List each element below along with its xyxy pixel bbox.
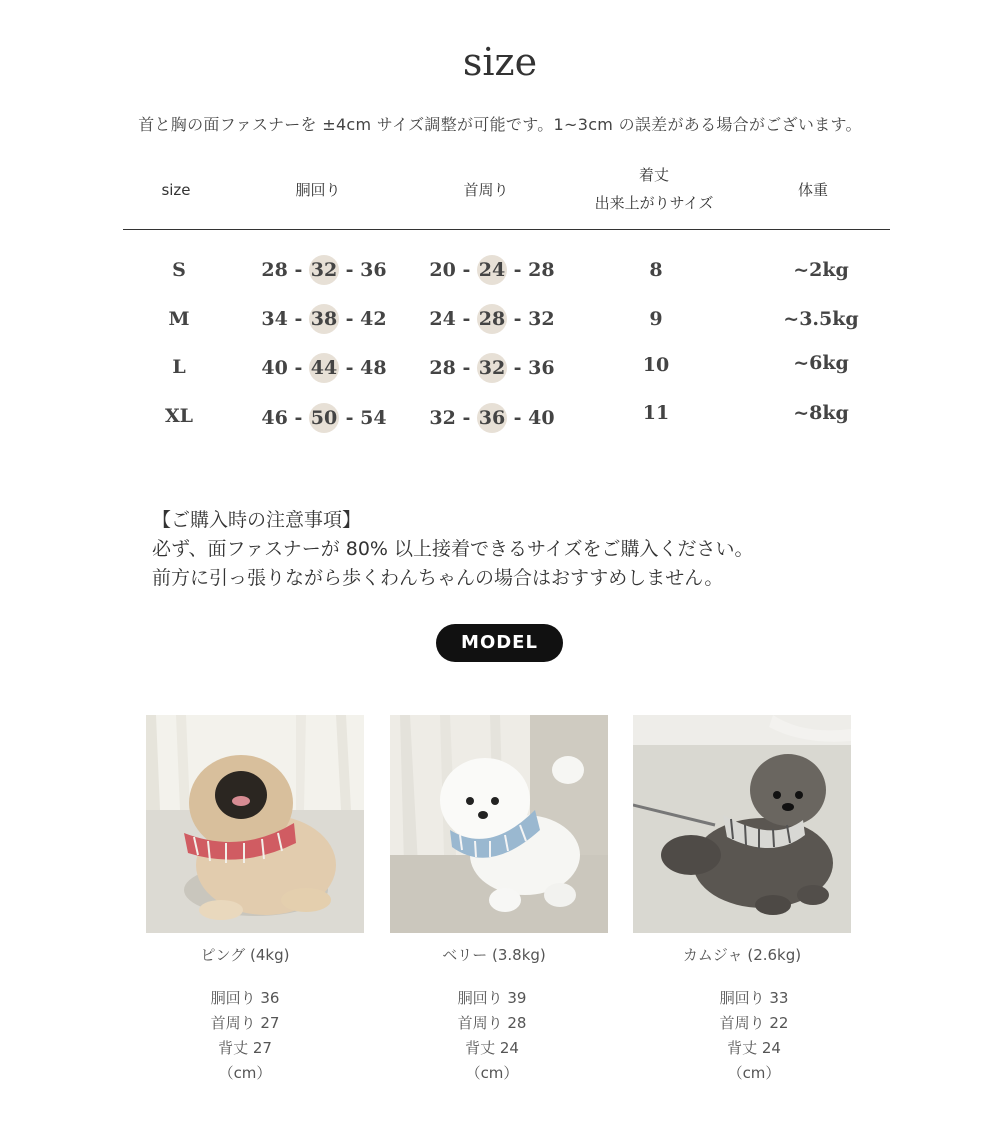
chest-mid-highlight: 32 — [309, 255, 339, 285]
model-section-label: MODEL — [436, 624, 563, 662]
header-length-top: 着丈 — [638, 166, 669, 184]
caution-line-1: 必ず、面ファスナーが 80% 以上接着できるサイズをご購入ください。 — [152, 538, 754, 560]
model-stats-ping — [136, 986, 354, 1086]
page-title: size — [462, 40, 538, 84]
size-cell: M — [168, 308, 190, 330]
chest-cell: 46 - 50 - 54 — [234, 403, 414, 433]
model-unit: （cm） — [218, 1064, 272, 1082]
chest-cell: 40 - 44 - 48 — [234, 353, 414, 383]
size-cell: S — [172, 259, 186, 281]
model-unit: （cm） — [727, 1064, 781, 1082]
header-length — [574, 161, 734, 217]
header-length-bottom: 出来上がりサイズ — [594, 194, 714, 212]
model-stats-berry — [383, 986, 601, 1086]
model-back: 背丈 24 — [465, 1039, 519, 1057]
weight-cell: ~2kg — [793, 259, 849, 281]
caution-heading: 【ご購入時の注意事項】 — [152, 509, 362, 531]
model-photo-kamuja — [633, 715, 851, 933]
length-cell: 11 — [642, 402, 670, 424]
model-back: 背丈 27 — [218, 1039, 272, 1057]
header-size: size — [161, 181, 191, 199]
chest-mid-highlight: 38 — [309, 304, 339, 334]
neck-mid-highlight: 36 — [477, 403, 507, 433]
weight-cell: ~3.5kg — [783, 308, 859, 330]
model-name-kamuja: カムジャ (2.6kg) — [682, 946, 802, 964]
size-cell: L — [172, 356, 186, 378]
neck-cell: 32 - 36 - 40 — [402, 403, 582, 433]
weight-cell: ~6kg — [793, 352, 849, 374]
model-chest: 胴回り 36 — [210, 989, 280, 1007]
neck-cell: 28 - 32 - 36 — [402, 353, 582, 383]
neck-mid-highlight: 24 — [477, 255, 507, 285]
model-chest: 胴回り 39 — [457, 989, 527, 1007]
header-weight: 体重 — [797, 181, 828, 199]
adjustment-note: 首と胸の面ファスナーを ±4cm サイズ調整が可能です。1~3cm の誤差がある場合がございます。 — [138, 115, 862, 134]
neck-cell: 24 - 28 - 32 — [402, 304, 582, 334]
neck-mid-highlight: 32 — [477, 353, 507, 383]
model-photo-berry — [390, 715, 608, 933]
model-chest: 胴回り 33 — [719, 989, 789, 1007]
chest-cell: 28 - 32 - 36 — [234, 255, 414, 285]
header-divider — [123, 229, 890, 230]
chest-mid-highlight: 44 — [309, 353, 339, 383]
neck-cell: 20 - 24 - 28 — [402, 255, 582, 285]
length-cell: 8 — [649, 259, 663, 281]
model-neck: 首周り 28 — [457, 1014, 527, 1032]
chest-mid-highlight: 50 — [309, 403, 339, 433]
header-neck: 首周り — [463, 181, 509, 199]
model-neck: 首周り 22 — [719, 1014, 789, 1032]
header-chest: 胴回り — [295, 181, 341, 199]
model-unit: （cm） — [465, 1064, 519, 1082]
model-neck: 首周り 27 — [210, 1014, 280, 1032]
model-photo-ping — [146, 715, 364, 933]
weight-cell: ~8kg — [793, 402, 849, 424]
model-name-berry: ベリー (3.8kg) — [442, 946, 546, 964]
length-cell: 9 — [649, 308, 663, 330]
model-back: 背丈 24 — [727, 1039, 781, 1057]
chest-cell: 34 - 38 - 42 — [234, 304, 414, 334]
caution-block — [152, 506, 754, 593]
model-name-ping: ピング (4kg) — [200, 946, 290, 964]
neck-mid-highlight: 28 — [477, 304, 507, 334]
caution-line-2: 前方に引っ張りながら歩くわんちゃんの場合はおすすめしません。 — [152, 567, 724, 589]
model-stats-kamuja — [645, 986, 863, 1086]
length-cell: 10 — [642, 354, 670, 376]
size-cell: XL — [164, 405, 194, 427]
